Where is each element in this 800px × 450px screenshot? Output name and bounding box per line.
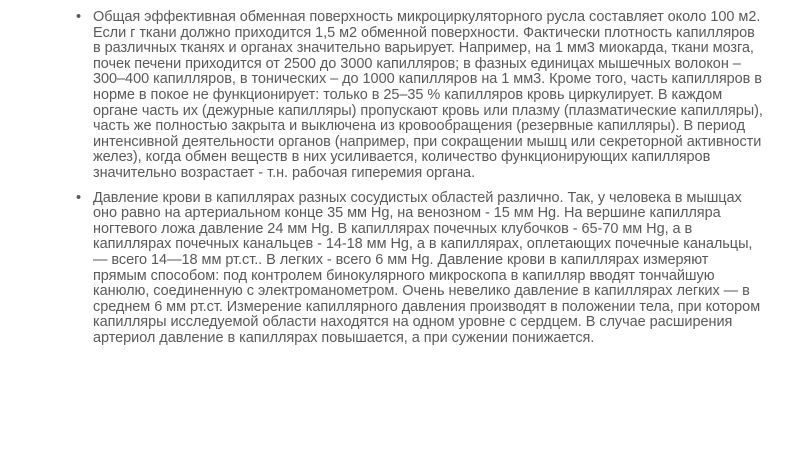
paragraph-capillary-surface: Общая эффективная обменная поверхность микроциркуляторного русла составляет около 100 м2. Если г ткани должно приходится 1,5 м2 обменной поверхности. Фактически плотность капилляров в различных тканях и органах значительно варьирует. Например, на 1 мм3 миокарда, ткани мозга, почек печени приходится от 2500 до 3000 капилляров; в фазных единицах мышечных волокон – 300–400 капилляров, в тонических – до 1000 капилляров на 1 мм3. Кроме того, часть капилляров в норме в покое не функционирует: только в 25–35 % капилляров кровь циркулирует. В каждом органе часть их (дежурные капилляры) пропускают кровь или плазму (плазматические капилляры), часть же полностью закрыта и выключена из кровообращения (резервные капилляры). В период интенсивной деятельности органов (например, при сокращении мышц или секреторной активности желез), когда обмен веществ в них усиливается, количество функционирующих капилляров значительно возрастает - т.н. рабочая гиперемия органа. — [93, 9, 763, 181]
paragraph-capillary-pressure: Давление крови в капиллярах разных сосудистых областей различно. Так, у человека в мышцах оно равно на артериальном конце 35 мм Hg, на венозном - 15 мм Hg. На вершине капилляра ногтевого ложа давление 24 мм Hg. В капиллярах почечных клубочков - 65-70 мм Hg, а в капиллярах почечных канальцев - 14-18 мм Hg, а в капиллярах, оплетающих почечные канальцы, — всего 14—18 мм рт.ст.. В легких - всего 6 мм Hg. Давление крови в капиллярах измеряют прямым способом: под контролем бинокулярного микроскопа в капилляр вводят тончайшую канюлю, соединенную с электроманометром. Очень невелико давление в капиллярах легких — в среднем 6 мм рт.ст. Измерение капиллярного давления производят в положении тела, при котором капилляры исследуемой области находятся на одном уровне с сердцем. В случае расширения артериол давление в капиллярах повышается, а при сужении понижается. — [93, 189, 761, 346]
bullet-list — [73, 10, 765, 346]
bullet-item-capillary-pressure — [73, 191, 765, 347]
bullet-point-icon: • — [76, 189, 82, 206]
bullet-point-icon: • — [76, 9, 82, 25]
bullet-item-capillary-surface — [73, 10, 765, 182]
